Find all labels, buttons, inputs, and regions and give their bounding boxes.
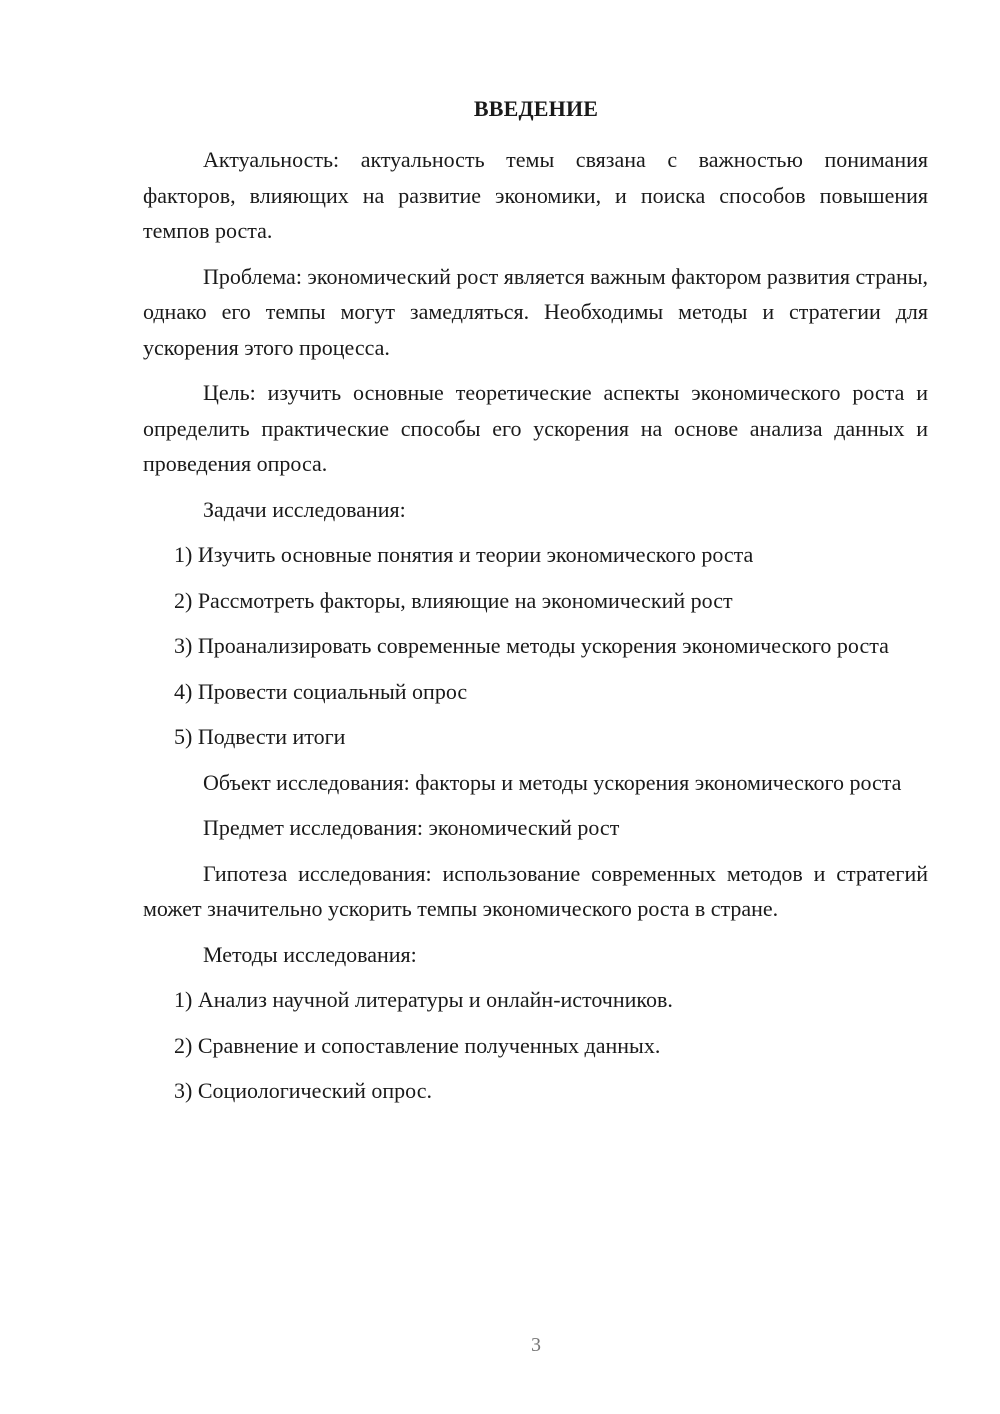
page-number: 3 xyxy=(531,1334,541,1356)
paragraph-subject: Предмет исследования: экономический рост xyxy=(203,815,620,840)
paragraph-object: Объект исследования: факторы и методы ускорения экономического роста xyxy=(203,769,902,795)
method-item-1: 1) Анализ научной литературы и онлайн-источников. xyxy=(174,987,673,1012)
paragraph-hypothesis: Гипотеза исследования: использование современных методов и стратегий может значительно ускорить темпы экономического роста в стране. xyxy=(143,860,928,921)
methods-title: Методы исследования: xyxy=(203,941,417,967)
task-item-5: 5) Подвести итоги xyxy=(174,724,346,749)
task-item-3: 3) Проанализировать современные методы ускорения экономического роста xyxy=(174,633,889,658)
method-item-2: 2) Сравнение и сопоставление полученных данных. xyxy=(174,1032,661,1058)
paragraph-problem: Проблема: экономический рост является важным фактором развития страны, однако его темпы могут замедляться. Необходимы методы и стратегии для ускорения этого процесса. xyxy=(143,263,929,360)
paragraph-goal: Цель: изучить основные теоретические аспекты экономического роста и определить практические способы его ускорения на основе анализа данных и проведения опроса. xyxy=(143,380,928,476)
page-title: ВВЕДЕНИЕ xyxy=(473,96,599,121)
tasks-title: Задачи исследования: xyxy=(203,496,406,522)
task-item-2: 2) Рассмотреть факторы, влияющие на экономический рост xyxy=(174,587,733,613)
method-item-3: 3) Социологический опрос. xyxy=(174,1078,432,1103)
task-item-1: 1) Изучить основные понятия и теории экономического роста xyxy=(174,542,754,567)
task-item-4: 4) Провести социальный опрос xyxy=(174,678,468,704)
document-body xyxy=(143,142,928,1119)
paragraph-relevance: Актуальность: актуальность темы связана с важностью понимания факторов, влияющих на развитие экономики, и поиска способов повышения темпов роста. xyxy=(143,147,928,243)
